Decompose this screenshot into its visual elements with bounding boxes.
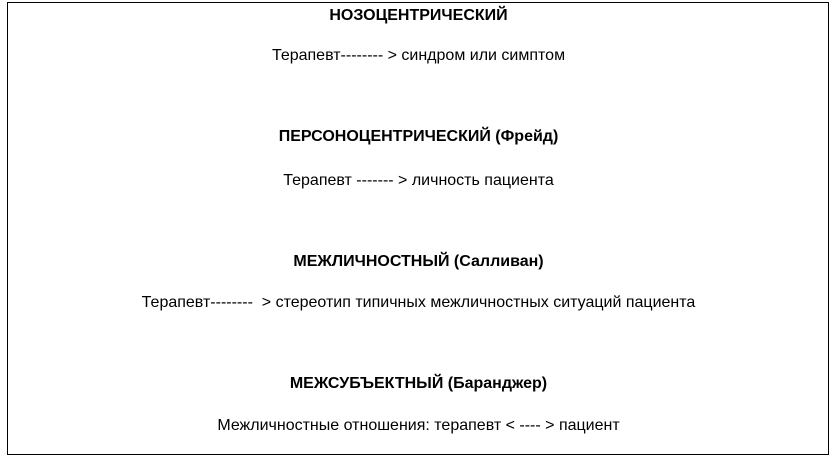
section-heading-nosocentric: НОЗОЦЕНТРИЧЕСКИЙ (329, 7, 508, 24)
section-relation-nosocentric: Терапевт-------- > синдром или симптом (271, 47, 566, 64)
section-heading-personocentric: ПЕРСОНОЦЕНТРИЧЕСКИЙ (Фрейд) (278, 128, 559, 145)
section-relation-interpersonal: Терапевт-------- > стереотип типичных межличностных ситуаций пациента (141, 294, 696, 311)
section-heading-intersubjective: МЕЖСУБЪЕКТНЫЙ (Баранджер) (289, 375, 548, 392)
section-heading-interpersonal: МЕЖЛИЧНОСТНЫЙ (Салливан) (293, 253, 544, 270)
section-relation-intersubjective: Межличностные отношения: терапевт < ---- > пациент (217, 417, 620, 434)
section-relation-personocentric: Терапевт ------- > личность пациента (283, 172, 554, 189)
